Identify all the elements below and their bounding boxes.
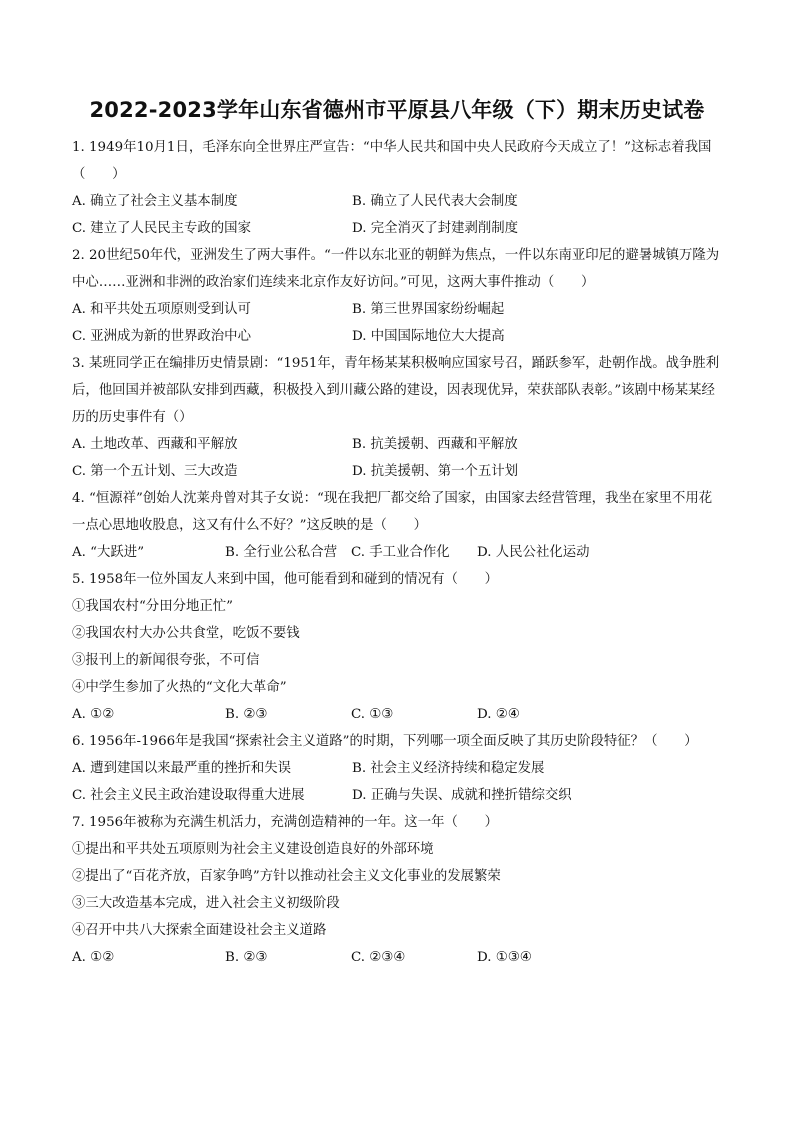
question-7	[72, 809, 722, 971]
option-d: D. 正确与失误、成就和挫折错综交织	[352, 788, 572, 803]
question-stem: 6. 1956年-1966年是我国“探索社会主义道路”的时期，下列哪一项全面反映了其历史阶段特征？（ ）	[72, 734, 698, 749]
statement-item: ③报刊上的新闻很夸张，不可信	[72, 653, 260, 668]
question-6	[72, 728, 722, 809]
option-c: C. ①③	[351, 707, 394, 722]
question-stem: 2. 20世纪50年代，亚洲发生了两大事件。“一件以东北亚的朝鲜为焦点，一件以东南亚印尼的避暑城镇万隆为中心……亚洲和非洲的政治家们连续来北京作友好访问。”可见，这两大事件推动（ ）	[72, 248, 720, 290]
option-b: B. 全行业公私合营	[225, 545, 338, 560]
option-a: A. “大跃进”	[72, 545, 145, 560]
option-c: C. 亚洲成为新的世界政治中心	[72, 329, 251, 344]
option-d: D. ①③④	[477, 950, 532, 965]
question-stem: 3. 某班同学正在编排历史情景剧：“1951年，青年杨某某积极响应国家号召，踊跃参军，赴朝作战。战争胜利后，他回国并被部队安排到西藏，积极投入到川藏公路的建设，因表现优异，荣获部队表彰。”该剧中杨某某经历的历史事件有（）	[72, 356, 720, 425]
statement-item: ③三大改造基本完成，进入社会主义初级阶段	[72, 896, 340, 911]
option-b: B. 社会主义经济持续和稳定发展	[352, 761, 545, 776]
option-a: A. 遭到建国以来最严重的挫折和失误	[72, 761, 292, 776]
option-a: A. 和平共处五项原则受到认可	[72, 302, 251, 317]
statement-item: ①提出和平共处五项原则为社会主义建设创造良好的外部环境	[72, 842, 434, 857]
option-a: A. ①②	[72, 707, 115, 722]
option-c: C. 社会主义民主政治建设取得重大进展	[72, 788, 305, 803]
statement-item: ④中学生参加了火热的“文化大革命”	[72, 680, 287, 695]
question-2	[72, 242, 722, 350]
option-b: B. 抗美援朝、西藏和平解放	[352, 437, 518, 452]
statement-item: ②提出了“百花齐放，百家争鸣”方针以推动社会主义文化事业的发展繁荣	[72, 869, 501, 884]
question-list	[72, 134, 722, 971]
option-b: B. ②③	[225, 707, 268, 722]
question-stem: 7. 1956年被称为充满生机活力，充满创造精神的一年。这一年（ ）	[72, 815, 499, 830]
option-c: C. 手工业合作化	[351, 545, 450, 560]
statement-item: ②我国农村大办公共食堂，吃饭不要钱	[72, 626, 300, 641]
option-d: D. ②④	[477, 707, 520, 722]
option-c: C. 第一个五计划、三大改造	[72, 464, 238, 479]
option-a: A. 确立了社会主义基本制度	[72, 194, 238, 209]
option-c: C. ②③④	[351, 950, 406, 965]
option-d: D. 中国国际地位大大提高	[352, 329, 505, 344]
option-d: D. 抗美援朝、第一个五计划	[352, 464, 519, 479]
question-3	[72, 350, 722, 485]
option-a: A. 土地改革、西藏和平解放	[72, 437, 238, 452]
question-1	[72, 134, 722, 242]
question-stem: 5. 1958年一位外国友人来到中国，他可能看到和碰到的情况有（ ）	[72, 572, 499, 587]
option-b: B. 确立了人民代表大会制度	[352, 194, 518, 209]
option-b: B. 第三世界国家纷纷崛起	[352, 302, 505, 317]
statement-item: ①我国农村“分田分地正忙”	[72, 599, 233, 614]
option-d: D. 完全消灭了封建剥削制度	[352, 221, 519, 236]
question-5	[72, 566, 722, 728]
statement-item: ④召开中共八大探索全面建设社会主义道路	[72, 923, 327, 938]
exam-title: 2022-2023学年山东省德州市平原县八年级（下）期末历史试卷	[89, 98, 705, 122]
question-stem: 1. 1949年10月1日，毛泽东向全世界庄严宣告：“中华人民共和国中央人民政府今天成立了！”这标志着我国（ ）	[72, 140, 712, 182]
option-b: B. ②③	[225, 950, 268, 965]
option-a: A. ①②	[72, 950, 115, 965]
option-d: D. 人民公社化运动	[477, 545, 590, 560]
question-stem: 4. “恒源祥”创始人沈莱舟曾对其子女说：“现在我把厂都交给了国家，由国家去经营管理，我坐在家里不用花一点心思地收股息，这又有什么不好？”这反映的是（ ）	[72, 491, 713, 533]
question-4	[72, 485, 722, 566]
option-c: C. 建立了人民民主专政的国家	[72, 221, 251, 236]
